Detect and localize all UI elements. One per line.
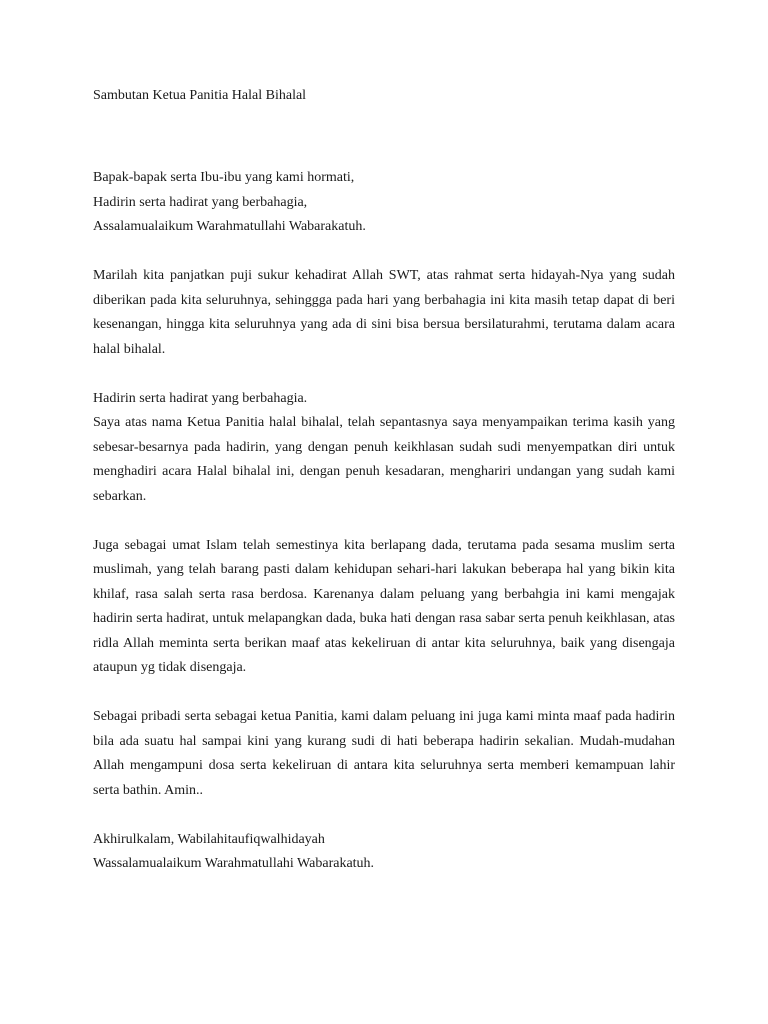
paragraph-forgiveness: Juga sebagai umat Islam telah semestinya kita berlapang dada, terutama pada sesama muslim serta muslimah, yang telah barang pasti dalam kehidupan sehari-hari lakukan beberapa hal yang bikin kita khilaf, rasa salah serta rasa berdosa. Karenanya dalam peluang yang berbahgia ini kami mengajak hadirin serta hadirat, untuk melapangkan dada, buka hati dengan rasa sabar serta penuh keikhlasan, atas ridla Allah meminta serta berikan maaf atas kekeliruan di antar kita seluruhnya, baik yang disengaja ataupun yg tidak disengaja. xyxy=(93,537,675,675)
greeting-block xyxy=(93,166,675,240)
paragraph-thanks: Saya atas nama Ketua Panitia halal bihalal, telah sepantasnya saya menyampaikan terima kasih yang sebesar-besarnya pada hadirin, yang dengan penuh keikhlasan sudah sudi menyempatkan diri untuk menghadiri acara Halal bihalal ini, dengan penuh kesadaran, menghariri undangan yang sudah kami sebarkan. xyxy=(93,415,675,504)
paragraph-address: Hadirin serta hadirat yang berbahagia. xyxy=(93,390,308,406)
closing-line: Wassalamualaikum Warahmatullahi Wabarakatuh. xyxy=(93,856,375,871)
paragraph-apology: Sebagai pribadi serta sebagai ketua Panitia, kami dalam peluang ini juga kami minta maaf pada hadirin bila ada suatu hal sampai kini yang kurang sudi di hati beberapa hadirin sekalian. Mudah-mudahan Allah mengampuni dosa serta kekeliruan di antara kita seluruhnya serta memberi kemampuan lahir serta bathin. Amin.. xyxy=(93,709,675,798)
paragraph-opening: Marilah kita panjatkan puji sukur kehadirat Allah SWT, atas rahmat serta hidayah-Nya yang sudah diberikan pada kita seluruhnya, sehinggga pada hari yang berbahagia ini kita masih tetap dapat di beri kesenangan, hingga kita seluruhnya yang ada di sini bisa bersua bersilaturahmi, terutama dalam acara halal bihalal. xyxy=(93,268,675,357)
spacer xyxy=(93,681,675,706)
greeting-line: Assalamualaikum Warahmatullahi Wabarakatuh. xyxy=(93,219,366,234)
closing-line: Akhirulkalam, Wabilahitaufiqwalhidayah xyxy=(93,831,325,847)
spacer xyxy=(93,362,675,387)
greeting-line: Bapak-bapak serta Ibu-ibu yang kami hormati, xyxy=(93,170,355,185)
spacer xyxy=(93,509,675,534)
spacer xyxy=(93,803,675,828)
greeting-line: Hadirin serta hadirat yang berbahagia, xyxy=(93,194,308,210)
document-title: Sambutan Ketua Panitia Halal Bihalal xyxy=(93,88,307,103)
spacer xyxy=(93,240,675,265)
closing-block xyxy=(93,828,675,877)
document-page xyxy=(93,84,675,877)
